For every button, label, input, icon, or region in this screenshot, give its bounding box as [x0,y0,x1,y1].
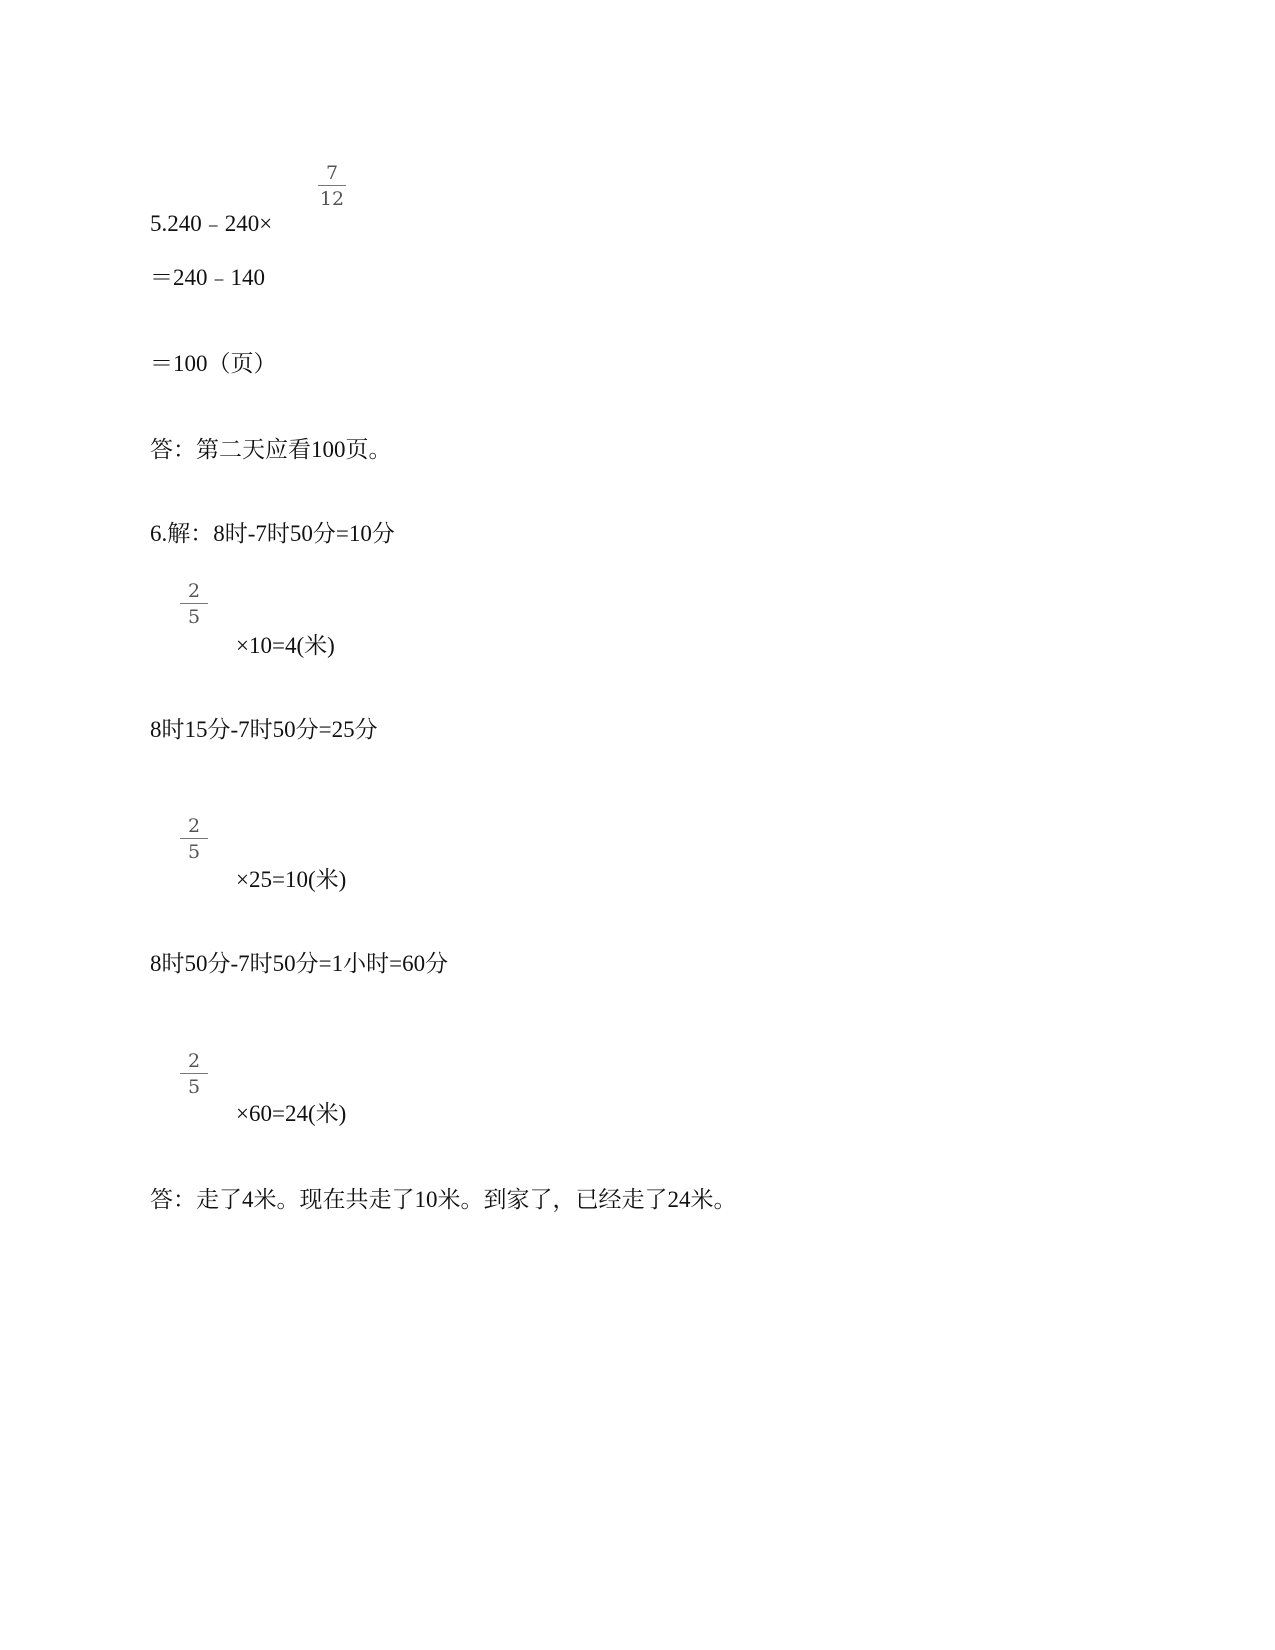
fraction-denominator: 12 [319,188,345,210]
p6-line1: 6.解：8时-7时50分=10分 [150,521,395,546]
fraction-bar [318,185,346,186]
p6-step1-fraction [178,580,210,628]
p6-step1-expr: ×10=4(米) [236,633,335,658]
fraction-numerator: 2 [187,815,201,837]
p6-answer: 答：走了4米。现在共走了10米。到家了，已经走了24米。 [150,1187,737,1212]
p5-answer: 答：第二天应看100页。 [150,437,392,462]
p6-step2-fraction [178,815,210,863]
p6-step2-expr: ×25=10(米) [236,867,347,892]
p6-step3-expr: ×60=24(米) [236,1101,347,1126]
fraction-denominator: 5 [187,1076,201,1098]
p5-fraction-7-12 [316,162,348,210]
fraction-bar [180,603,208,604]
fraction-numerator: 7 [325,162,339,184]
fraction-numerator: 2 [187,580,201,602]
p6-line2: 8时15分-7时50分=25分 [150,717,378,742]
fraction-denominator: 5 [187,606,201,628]
fraction-bar [180,838,208,839]
p5-line3: ＝100（页） [150,351,277,376]
p5-line2: ＝240﹣140 [150,265,265,290]
p6-step3-fraction [178,1050,210,1098]
p5-line1: 5.240﹣240× [150,211,273,236]
fraction-numerator: 2 [187,1050,201,1072]
p6-line3: 8时50分-7时50分=1小时=60分 [150,951,449,976]
fraction-denominator: 5 [187,841,201,863]
fraction-bar [180,1073,208,1074]
